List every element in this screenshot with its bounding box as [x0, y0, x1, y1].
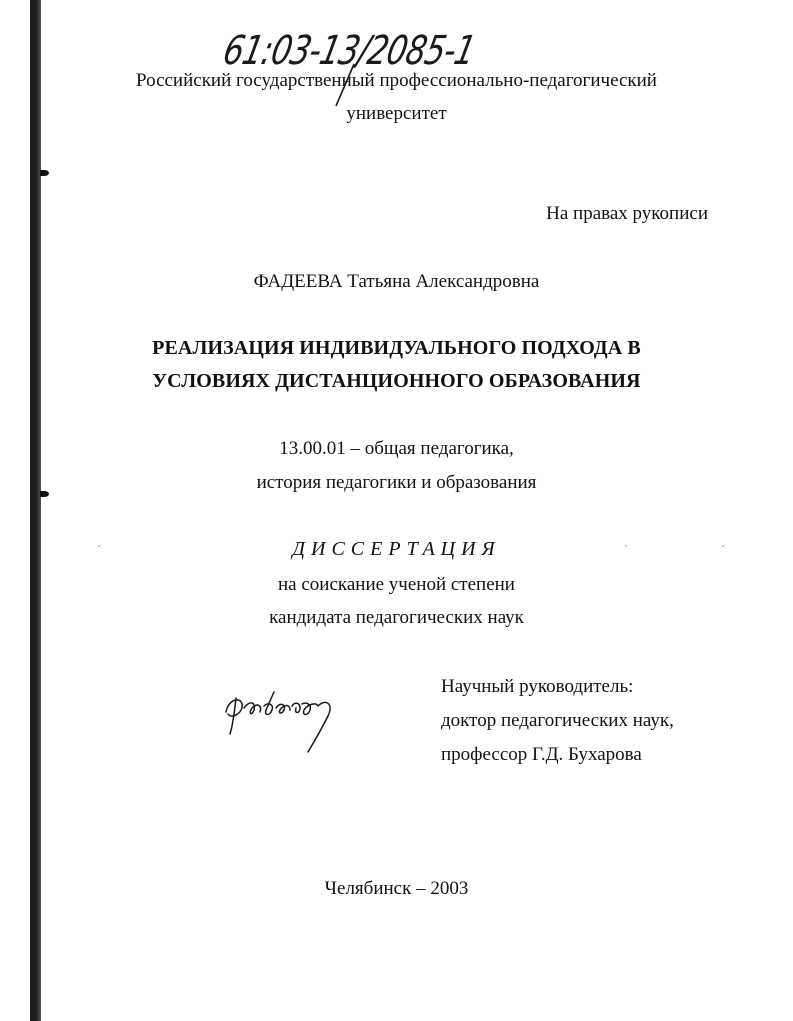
specialty-code: 13.00.01 – общая педагогика, — [279, 438, 514, 459]
archive-stamp-text: 61:03-13/2085-1 — [219, 26, 551, 74]
manuscript-note: На правах рукописи — [546, 203, 708, 224]
thesis-title-line-2: УСЛОВИЯХ ДИСТАНЦИОННОГО ОБРАЗОВАНИЯ — [152, 370, 641, 392]
supervisor-degree: доктор педагогических наук, — [441, 710, 674, 731]
scan-edge — [30, 0, 41, 1021]
degree-line-2: кандидата педагогических наук — [269, 607, 524, 628]
author-name: ФАДЕЕВА Татьяна Александровна — [253, 271, 540, 292]
thesis-title-line-1: РЕАЛИЗАЦИЯ ИНДИВИДУАЛЬНОГО ПОДХОДА В — [152, 337, 641, 359]
signature-text: Фадеева — [218, 676, 222, 677]
supervisor-name: профессор Г.Д. Бухарова — [441, 744, 642, 765]
university-line-1: Российский государственный профессионально-педагогический — [136, 70, 657, 91]
city-year: Челябинск – 2003 — [324, 878, 469, 899]
scan-mark — [40, 170, 49, 176]
dissertation-label: ДИССЕРТАЦИЯ — [292, 538, 501, 560]
specialty-name: история педагогики и образования — [256, 472, 537, 493]
supervisor-heading: Научный руководитель: — [441, 676, 634, 697]
university-line-2: университет — [346, 103, 447, 124]
author-signature — [218, 676, 368, 766]
degree-line-1: на соискание ученой степени — [278, 574, 515, 595]
